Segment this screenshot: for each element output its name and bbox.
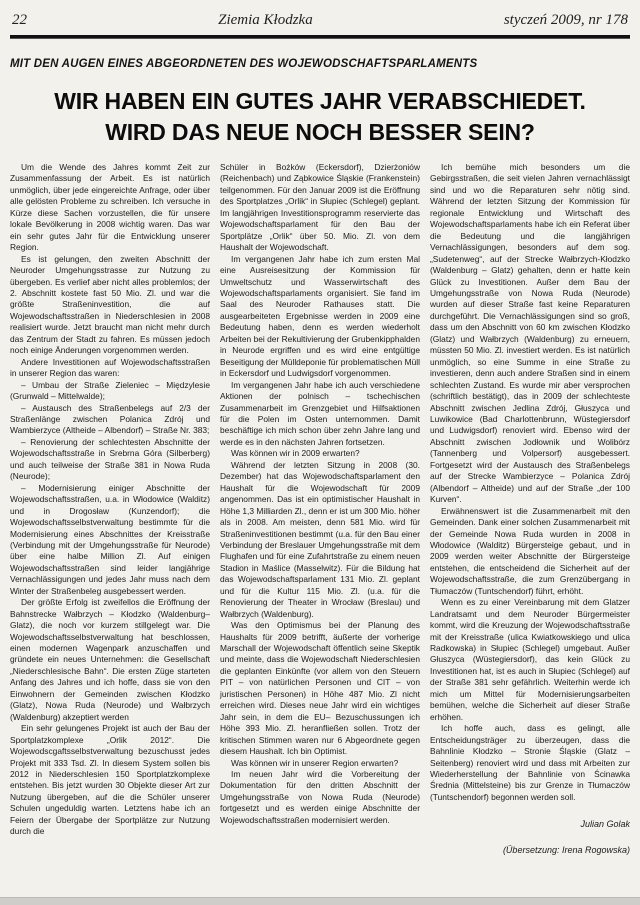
paragraph: – Austausch des Straßenbelegs auf 2/3 der Straßenlänge zwischen Polanica Zdrój und Wambierzyce (Altheide – Albendorf) – Straße Nr. 383; <box>10 402 210 436</box>
paragraph: Im neuen Jahr wird die Vorbereitung der Dokumentation für den dritten Abschnitt der Umgehungsstraße von Nowa Ruda (Neurode) fortgesetzt und es werden einige Abschnitte der Wojewodschaftsstraßen modernisiert werden. <box>220 769 420 825</box>
paragraph: Was können wir in 2009 erwarten? <box>231 448 360 459</box>
paragraph: Der größte Erfolg ist zweifellos die Eröffnung der Bahnstrecke Wałbrzych – Kłodzko (Waldenburg–Glatz), die noch vor kurzem stillgelegt war. Die Wojewodschaftsselbstverwaltung hat beschlossen, einen modernen Wagenpark anzuschaffen und gründete ein neues Unternehmen: die Gesellschaft „Niederschlesische Bahn“. Die ersten Züge starteten Anfang des Jahres und ich hoffe, dass sie von den Einwohnern der Gemeinden zwischen Kłodzko (Glatz), Nowa Ruda (Neurode) und Wałbrzych (Waldenburg) akzeptiert werden <box>10 597 210 722</box>
paragraph: Um die Wende des Jahres kommt Zeit zur Zusammenfassung der Arbeit. Es ist natürlich unmöglich, über jede eingereichte Anfrage, oder über alle gelösten Probleme zu schreiben. Ich versuche in Kürze diese Sachen vorzustellen, die für unsere lokale Bevölkerung in 2008 wichtig waren. Das war ein sehr gutes Jahr für die Entwicklung unserer Region. <box>10 162 210 253</box>
paragraph: Erwähnenswert ist die Zusammenarbeit mit den Gemeinden. Dank einer solchen Zusammenarbeit mit der Gemeinde Nowa Ruda wurden in 2008 in Włodowice (Walditz) Bürgersteige gebaut, und in 2009 werden weiter Abschnitte der Bürgersteige entstehen, die entscheidend die Sicherheit auf der Wojewodschaftsstraße, die zum Grenzübergang in Tłumaczów (Tuntschendorf) führt, erhöht. <box>430 505 630 596</box>
paragraph: Es ist gelungen, den zweiten Abschnitt der Neuroder Umgehungsstrasse zur Nutzung zu übergeben. Es verlief aber nicht alles problemlos; der 2. Abschnitt kostete fast 50 Mio. Zl. und war die größte Straßeninvestition, die auf Wojewodschaftsstraßen in Niederschlesien in 2008 realisiert wurde. Jetzt braucht man nicht mehr durch das Zentrum der Stadt zu fahren. Es müssen jedoch noch einige Änderungen vorgenommen werden. <box>10 253 210 356</box>
paragraph: – Renovierung der schlechtesten Abschnitte der Wojewodschaftsstraße in Srebrna Góra (Silberberg) und auch teilweise der Straße 381 in Nowa Ruda (Neurode); <box>10 436 210 482</box>
paragraph: Was können wir in unserer Region erwarten? <box>231 757 399 768</box>
paragraph: – Modernisierung einiger Abschnitte der Wojewodschaftsstraßen, u.a. in Włodowice (Walditz) und in Drogosław (Kunzendorf); die Wojewodschaftsselbstverwaltung bestimmte für die Modernisierung eines Abschnittes der Kreisstraße (Verbindung mit der Umgehungsstraße für Neurode) über eine halbe Million Zl. Auf einigen Wojewodschaftsstraßen sind leider langjährige Vernachlässigungen und jedes Jahr muss nach dem Winter der Straßenbeleg ausgebessert werden. <box>10 482 210 596</box>
author-signature: Julian Golak <box>580 819 630 830</box>
article-column-2 <box>220 162 420 904</box>
headline-line-2: WIRD DAS NEUE NOCH BESSER SEIN? <box>105 119 535 145</box>
running-head <box>10 12 630 33</box>
paragraph: Ich bemühe mich besonders um die Gebirgsstraßen, die seit vielen Jahren vernachlässigt sind und wo die Reparaturen sehr nötig sind. Während der letzten Sitzung der Kommission für regionale Entwicklung und Wirtschaft des Wojewodschaftsparlaments habe ich ein Referat über die Bedeutung und die langjährigen Vernachlässigungen, besonders auf dem sog. „Sudetenweg“, auf der Strecke Wałbrzych-Kłodzko (Waldenburg – Glatz) gehalten, denn er hatte kein Glück zu Investitionen. Außer dem Bau der Umgehungsstraße von Nowa Ruda (Neurode) wurden auf dieser Straße fast keine Reparaturen durchgeführt. Die Vernachlässigungen sind so groß, dass um den Abschnitt von 60 km zwischen Kłodzko (Glatz) und Wałbrzych (Waldenburg) zu erneuern, müssten 50 Mio. Zl. investiert werden. Es ist natürlich unmöglich, so eine Summe in eine Straße zu investieren, denn auch andere Straßen sind in einem schlechten Zustand. Es wurde mir aber versprochen (schriftlich bestätigt), das in 2009 der schlechteste Abschnitt zwischen Jedlina Zdrój, Głuszyca und Luwikowice (Bad Charlottenbrunn, Wüstegiersdorf und Ludwigsdorf) renoviert wird. Ebenso wird der Abschnitt zwischen Jodłownik und Wolibórz (Tannenberg und Volpersorf) ausgebessert. Fortgesetzt wird der Austausch des Straßenbelegs auf der Strecke Wambierzyce – Polanica Zdrój (Albendorf – Altheide) und auf der Straße „der 100 Kurven“. <box>430 162 630 505</box>
paragraph: Im vergangenen Jahr habe ich auch verschiedene Aktionen der polnisch – tschechischen Zusammenarbeit im Grenzgebiet und Hilfsaktionen für die Polen im Osten unternommen. Damit beschäftige ich mich schon über zehn Jahre lang und werde es in den nächsten Jahren fortsetzen. <box>220 379 420 447</box>
journal-title: Ziemia Kłodzka <box>218 12 313 28</box>
article-headline <box>10 86 630 148</box>
column-3-paragraphs <box>430 162 630 803</box>
headline-line-1: WIR HABEN EIN GUTES JAHR VERABSCHIEDET. <box>54 88 586 114</box>
paragraph: Wenn es zu einer Vereinbarung mit dem Glatzer Landratsamt und dem Neuroder Bürgermeister kommt, wird die Kreuzung der Wojewodschaftsstraße mit der Kreisstraße (ulica Kwiatkowskiego und ulica Radkowska) in Słupiec (Schlegel) umgebaut. Außer Głuszyca (Wüstegiersdorf), das kein Glück zu Investitionen hat, ist es auch in Słupiec (Schlegel) auf der Straße 381 sehr gefährlich. Weiterhin werde ich mich um Mittel für Modernisierungsarbeiten bemühen, welche die Sicherheit auf dieser Straße erhöhen. <box>430 597 630 722</box>
paragraph: Andere Investitionen auf Wojewodschaftsstraßen in unserer Region das waren: <box>10 356 210 379</box>
paragraph: – Umbau der Straße Zieleniec – Międzylesie (Grunwald – Mittelwalde); <box>10 379 210 402</box>
paragraph: Was den Optimismus bei der Planung des Haushalts für 2009 betrifft, äußerte der vorherige Marschall der Wojewodschaft öffentlich seine Skeptik und meinte, dass die Wojewodschaft Niederschlesien die geplanten Einkünfte (vor allem von den Steuern PIT – von natürlichen Personen und CIT – von juristischen Personen) in Höhe 487 Mio. Zl nicht erreichen wird. Dieses neue Jahr wird ein wichtiges Jahr sein, in dem die EU– Bezuschussungen ich Höhe 393 Mio. Zl. heranfließen sollen. Trotz der kritischen Stimmen waren nur 6 Abgeordnete gegen diesem Haushalt. Ich bin Optimist. <box>220 620 420 757</box>
paragraph: Ich hoffe auch, dass es gelingt, alle Entscheidungsträger zu überzeugen, dass die Bahnlinie Kłodzko – Stronie Śląskie (Glatz – Seitenberg) renoviert wird und dass mit Arbeiten zur Wiederherstellung der Bahnlinie von Ścinawka Średnia (Mittelsteine) bis zur Grenze in Tłumaczów (Tuntschendorf) begonnen werden soll. <box>430 723 630 802</box>
article-kicker: MIT DEN AUGEN EINES ABGEORDNETEN DES WOJEWODSCHAFTSPARLAMENTS <box>10 58 478 70</box>
issue-info: styczeń 2009, nr 178 <box>503 12 628 28</box>
page-number: 22 <box>12 12 27 28</box>
paragraph: Im vergangenen Jahr habe ich zum ersten Mal eine Ausreisesitzung der Kommission für Umweltschutz und Wasserwirtschaft des Wojewodschaftsparlaments organisiert. Sie fand im Saal des Neuroder Rathauses statt. Die ausgearbeiteten Ergebnisse werden in 2009 eine Bedeutung haben, denn es werden wiederholt Arbeiten bei der Rekultivierung der Grubenkipphalden in Neurode ergriffen und es wird eine entgültige Beseitigung der Mülldeponie für problematischen Müll in Eckersdorf und Ludwigsdorf vorgenommen. <box>220 253 420 379</box>
scan-edge-shadow <box>0 897 640 905</box>
header-rule <box>10 35 630 39</box>
article-body <box>10 162 630 904</box>
paragraph: Während der letzten Sitzung in 2008 (30. Dezember) hat das Wojewodschaftsparlament den Haushalt für die Wojewodschaft für 2009 angenommen. Das ist ein optimistischer Haushalt in Höhe 1,3 Milliarden Zl., denn er ist um 300 Mio. höher als in 2008. Am meisten, denn 581 Mio. wird für Straßeninvestitionen bestimmt (u.a. für den Bau einer Verbindung der Breslauer Umgehungsstraße mit dem Flughafen und für eine Zufahrtstraße zu einem neuen Stadion in Maślice (Masselwitz). Für die Bildung hat das Wojewodschaftsparlament 131 Mio. Zl. geplant und für die Kultur 115 Mio. Zl. (u.a. für die Renovierung der Theater in Wrocław (Breslau) und Wałbrzych (Waldenburg). <box>220 459 420 619</box>
paragraph: Schüler in Bożków (Eckersdorf), Dzierżoniów (Reichenbach) und Ząbkowice Śląskie (Frankenstein) teilgenommen. Für den Januar 2009 ist die Eröffnung des Sportplatzes „Orlik“ in Słupiec (Schlegel) geplant. Im langjährigen Investitionsprogramm reservierte das Wojewodschaftsparlament für den Bau der Sportplätze „Orlik“ über 50. Mio. Zl. von dem Haushalt der Wojewodschaft. <box>220 162 420 253</box>
article-column-3 <box>430 162 630 904</box>
translator-credit: (Übersetzung: Irena Rogowska) <box>502 844 630 855</box>
article-column-1 <box>10 162 210 904</box>
paragraph: Ein sehr gelungenes Projekt ist auch der Bau der Sportplatzkomplexe „Orlik 2012“. Die Wojewodscgaftsselbstverwaltung bezuschusst jedes Projekt mit 333 Tsd. Zl. In diesem System sollen bis 2012 in Niederschlesien 150 Sportplatzkomplexe entstehen. Bis jetzt wurden 30 Objekte dieser Art zur Nutzung übergeben, auf die die Schüler unserer Schulen ungeduldig warten. Letztens habe ich an Feiern der Übergabe der Sportplätze zur Nutzung durch die <box>10 723 210 837</box>
